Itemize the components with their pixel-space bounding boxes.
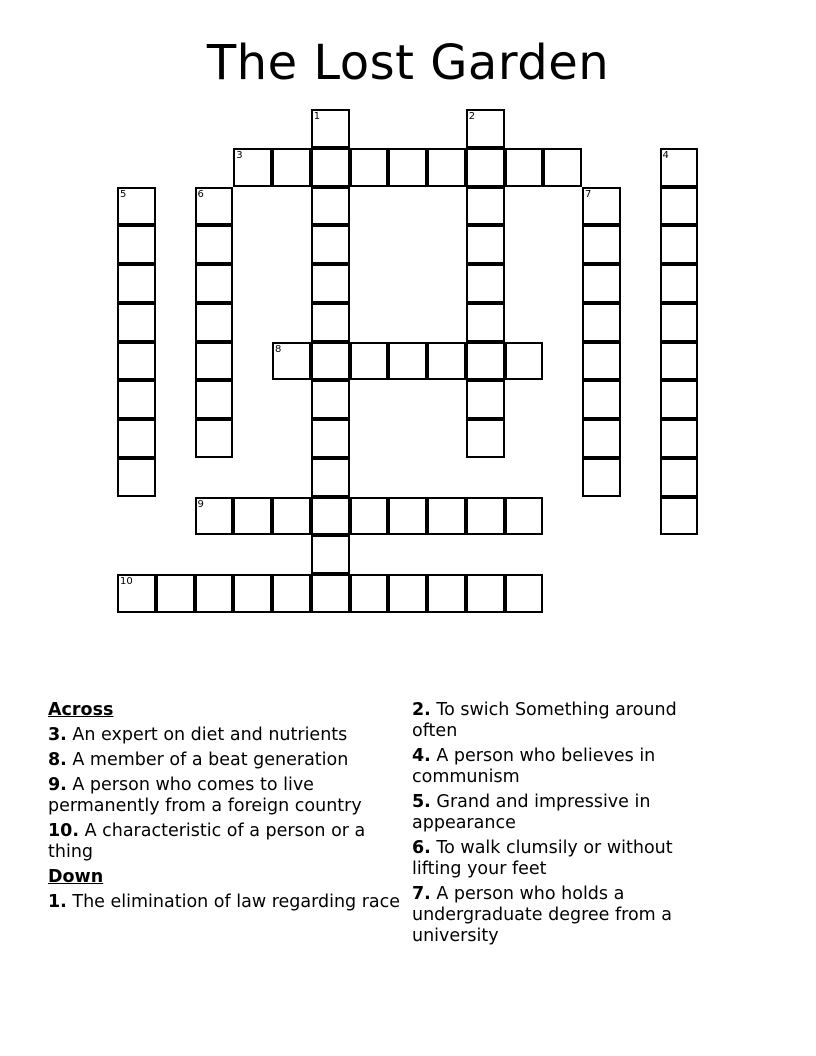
clue-number-label: 3	[236, 149, 243, 161]
grid-cell[interactable]	[311, 458, 350, 497]
grid-cell[interactable]	[350, 342, 389, 381]
grid-cell[interactable]	[233, 148, 272, 187]
clue-number-label: 4	[662, 149, 669, 161]
clue-number-label: 8	[275, 343, 282, 355]
grid-cell[interactable]	[311, 187, 350, 226]
clue-number-label: 9	[197, 498, 204, 510]
grid-cell[interactable]	[195, 187, 234, 226]
clue-across-10	[48, 821, 403, 863]
grid-cell[interactable]	[660, 303, 699, 342]
grid-cell[interactable]	[582, 303, 621, 342]
clue-text: To swich Something around often	[412, 700, 677, 741]
grid-cell[interactable]	[660, 342, 699, 381]
clue-text: A person who comes to live permanently from a foreign country	[48, 775, 362, 816]
grid-cell[interactable]	[117, 187, 156, 226]
clue-text: A characteristic of a person or a thing	[48, 821, 366, 862]
grid-cell[interactable]	[582, 458, 621, 497]
grid-cell[interactable]	[350, 148, 389, 187]
grid-cell[interactable]	[117, 458, 156, 497]
clue-number: 7.	[412, 884, 431, 904]
clues-right-column	[412, 700, 712, 951]
crossword-grid	[118, 110, 700, 615]
grid-cell[interactable]	[195, 497, 234, 536]
clue-text: The elimination of law regarding race	[66, 892, 401, 912]
clue-text: A person who believes in communism	[412, 746, 656, 787]
grid-cell[interactable]	[195, 574, 234, 613]
down-heading: Down	[48, 867, 104, 887]
grid-cell[interactable]	[117, 574, 156, 613]
grid-cell[interactable]	[660, 458, 699, 497]
grid-cell[interactable]	[505, 497, 544, 536]
grid-cell[interactable]	[311, 574, 350, 613]
clue-number: 2.	[412, 700, 431, 720]
grid-cell[interactable]	[195, 264, 234, 303]
grid-cell[interactable]	[466, 264, 505, 303]
clue-text: Grand and impressive in appearance	[412, 792, 651, 833]
clue-number: 10.	[48, 821, 80, 841]
grid-cell[interactable]	[466, 497, 505, 536]
clue-number-label: 1	[313, 111, 321, 122]
grid-cell[interactable]	[195, 303, 234, 342]
grid-cell[interactable]	[466, 574, 505, 613]
grid-cell[interactable]	[660, 380, 699, 419]
clue-text: To walk clumsily or without lifting your feet	[412, 838, 673, 879]
grid-cell[interactable]	[660, 187, 699, 226]
clue-down-6	[412, 838, 712, 880]
grid-cell[interactable]	[272, 574, 311, 613]
grid-cell[interactable]	[156, 574, 195, 613]
grid-cell[interactable]	[582, 264, 621, 303]
grid-cell[interactable]	[350, 497, 389, 536]
grid-cell[interactable]	[466, 148, 505, 187]
grid-cell[interactable]	[427, 342, 466, 381]
across-heading: Across	[48, 700, 114, 720]
grid-cell[interactable]	[466, 225, 505, 264]
grid-cell[interactable]	[311, 380, 350, 419]
grid-cell[interactable]	[311, 109, 350, 148]
grid-cell[interactable]	[311, 225, 350, 264]
grid-cell[interactable]	[311, 419, 350, 458]
grid-cell[interactable]	[311, 148, 350, 187]
grid-cell[interactable]	[543, 148, 582, 187]
grid-cell[interactable]	[195, 342, 234, 381]
clue-number: 6.	[412, 838, 431, 858]
clue-number-label: 6	[197, 188, 204, 200]
grid-cell[interactable]	[427, 148, 466, 187]
grid-cell[interactable]	[195, 380, 234, 419]
clue-down-4	[412, 746, 712, 788]
grid-cell[interactable]	[350, 574, 389, 613]
grid-cell[interactable]	[311, 497, 350, 536]
clue-number-label: 7	[585, 188, 592, 200]
grid-cell[interactable]	[466, 303, 505, 342]
grid-cell[interactable]	[582, 419, 621, 458]
grid-cell[interactable]	[660, 264, 699, 303]
clue-number: 4.	[412, 746, 431, 766]
grid-cell[interactable]	[582, 187, 621, 226]
grid-cell[interactable]	[311, 303, 350, 342]
clue-down-7	[412, 884, 712, 947]
clue-number: 5.	[412, 792, 431, 812]
grid-cell[interactable]	[660, 419, 699, 458]
grid-cell[interactable]	[582, 380, 621, 419]
clue-number: 9.	[48, 775, 67, 795]
grid-cell[interactable]	[195, 225, 234, 264]
grid-cell[interactable]	[117, 380, 156, 419]
clue-down-2	[412, 700, 712, 742]
grid-cell[interactable]	[117, 225, 156, 264]
grid-cell[interactable]	[388, 148, 427, 187]
grid-cell[interactable]	[388, 342, 427, 381]
grid-cell[interactable]	[660, 148, 699, 187]
clues-left-column	[48, 700, 403, 917]
clue-number-label: 5	[120, 188, 127, 200]
grid-cell[interactable]	[117, 342, 156, 381]
grid-cell[interactable]	[582, 342, 621, 381]
grid-cell[interactable]	[117, 419, 156, 458]
clue-down-5	[412, 792, 712, 834]
grid-cell[interactable]	[388, 574, 427, 613]
grid-cell[interactable]	[195, 419, 234, 458]
grid-cell[interactable]	[233, 574, 272, 613]
grid-cell[interactable]	[427, 497, 466, 536]
grid-cell[interactable]	[117, 264, 156, 303]
clue-across-8	[48, 750, 403, 771]
grid-cell[interactable]	[505, 148, 544, 187]
grid-cell[interactable]	[660, 497, 699, 536]
clue-number: 1.	[48, 892, 67, 912]
clue-text: A member of a beat generation	[66, 750, 349, 770]
grid-cell[interactable]	[505, 574, 544, 613]
grid-cell[interactable]	[505, 342, 544, 381]
clue-number: 3.	[48, 725, 67, 745]
grid-cell[interactable]	[117, 303, 156, 342]
clue-number: 8.	[48, 750, 67, 770]
grid-cell[interactable]	[233, 497, 272, 536]
grid-cell[interactable]	[311, 264, 350, 303]
clue-number-label: 2	[468, 111, 476, 122]
clue-across-3	[48, 725, 403, 746]
puzzle-title: The Lost Garden	[206, 35, 610, 91]
clue-number-label: 10	[120, 576, 133, 587]
clue-down-1	[48, 892, 403, 913]
clue-across-9	[48, 775, 403, 817]
grid-cell[interactable]	[466, 380, 505, 419]
grid-cell[interactable]	[311, 342, 350, 381]
grid-cell[interactable]	[272, 342, 311, 381]
grid-cell[interactable]	[388, 497, 427, 536]
clue-text: An expert on diet and nutrients	[66, 725, 348, 745]
grid-cell[interactable]	[272, 148, 311, 187]
grid-cell[interactable]	[582, 225, 621, 264]
grid-cell[interactable]	[427, 574, 466, 613]
grid-cell[interactable]	[466, 342, 505, 381]
grid-cell[interactable]	[466, 187, 505, 226]
grid-cell[interactable]	[466, 109, 505, 148]
grid-cell[interactable]	[660, 225, 699, 264]
grid-cell[interactable]	[311, 535, 350, 574]
grid-cell[interactable]	[466, 419, 505, 458]
grid-cell[interactable]	[272, 497, 311, 536]
clue-text: A person who holds a undergraduate degree from a university	[412, 884, 672, 946]
